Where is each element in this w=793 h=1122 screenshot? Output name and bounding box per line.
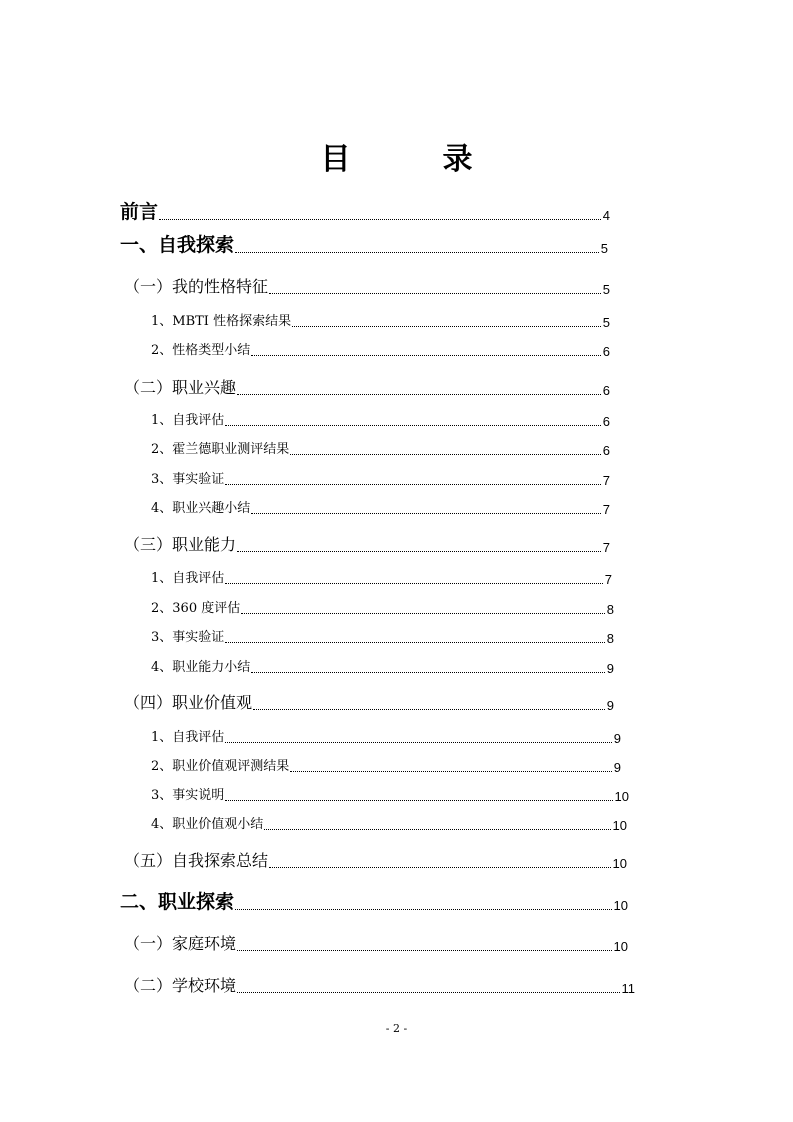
toc-entry-page: 10 xyxy=(613,898,628,913)
toc-entry-page: 6 xyxy=(602,344,610,359)
toc-entry-page: 10 xyxy=(613,939,628,954)
toc-leader xyxy=(225,425,600,426)
toc-leader xyxy=(292,326,601,327)
toc-entry-label: （二）学校环境 xyxy=(124,976,237,995)
toc-entry-page: 7 xyxy=(602,540,610,555)
toc-entry-label: 2、360 度评估 xyxy=(151,601,241,616)
toc-entry-label: 3、事实验证 xyxy=(151,630,225,645)
toc-leader xyxy=(159,219,601,220)
title-char-1: 目 xyxy=(320,142,351,177)
toc-entry-values-test[interactable] xyxy=(151,758,621,776)
toc-entry-label: （一）我的性格特征 xyxy=(124,277,269,296)
toc-title xyxy=(0,138,793,182)
toc-entry-values-self[interactable] xyxy=(151,729,621,747)
toc-entry-label: 2、性格类型小结 xyxy=(151,343,251,358)
toc-entry-page: 8 xyxy=(606,602,614,617)
toc-entry-values-summary[interactable] xyxy=(151,816,627,834)
page-number: - 2 - xyxy=(385,1022,408,1035)
toc-leader xyxy=(269,867,611,868)
toc-leader xyxy=(237,950,612,951)
toc-entry-label: 二、职业探索 xyxy=(120,891,235,913)
toc-entry-label: 2、职业价值观评测结果 xyxy=(151,759,290,774)
toc-entry-label: （三）职业能力 xyxy=(124,535,237,554)
toc-entry-label: （五）自我探索总结 xyxy=(124,851,269,870)
toc-entry-label: （二）职业兴趣 xyxy=(124,378,237,397)
toc-leader xyxy=(225,742,611,743)
toc-entry-page: 8 xyxy=(606,631,614,646)
toc-leader xyxy=(264,829,610,830)
toc-leader xyxy=(237,992,619,993)
toc-entry-mbti[interactable] xyxy=(151,313,610,331)
toc-entry-page: 6 xyxy=(602,383,610,398)
toc-entry-family[interactable] xyxy=(124,933,628,955)
toc-entry-personality-summary[interactable] xyxy=(151,342,610,360)
toc-entry-page: 10 xyxy=(614,789,629,804)
toc-leader xyxy=(290,771,611,772)
toc-leader xyxy=(237,551,601,552)
toc-leader xyxy=(241,613,605,614)
toc-entry-label: 3、事实验证 xyxy=(151,472,225,487)
toc-entry-label: 3、事实说明 xyxy=(151,788,225,803)
toc-entry-interest-facts[interactable] xyxy=(151,471,610,489)
toc-entry-page: 9 xyxy=(606,698,614,713)
toc-entry-page: 9 xyxy=(606,661,614,676)
toc-entry-ability-self[interactable] xyxy=(151,570,612,588)
toc-entry-page: 9 xyxy=(613,760,621,775)
toc-entry-career-exploration[interactable] xyxy=(120,890,628,914)
toc-entry-label: 1、MBTI 性格探索结果 xyxy=(151,314,292,329)
toc-leader xyxy=(225,484,600,485)
toc-entry-personality[interactable] xyxy=(124,276,610,298)
toc-leader xyxy=(290,454,600,455)
toc-entry-label: 4、职业价值观小结 xyxy=(151,817,264,832)
toc-leader xyxy=(269,293,601,294)
toc-entry-page: 10 xyxy=(612,818,627,833)
toc-entry-page: 5 xyxy=(602,315,610,330)
toc-entry-label: 前言 xyxy=(120,201,159,223)
toc-leader xyxy=(235,909,612,910)
toc-entry-page: 7 xyxy=(602,502,610,517)
toc-entry-page: 6 xyxy=(602,414,610,429)
toc-entry-self-summary[interactable] xyxy=(124,850,627,872)
toc-entry-label: 4、职业能力小结 xyxy=(151,660,251,675)
toc-leader xyxy=(251,672,604,673)
toc-entry-page: 9 xyxy=(613,731,621,746)
toc-leader xyxy=(225,583,602,584)
toc-entry-page: 11 xyxy=(621,981,635,996)
toc-entry-ability[interactable] xyxy=(124,534,610,556)
toc-entry-page: 4 xyxy=(602,208,610,223)
toc-entry-360[interactable] xyxy=(151,600,614,618)
toc-entry-page: 10 xyxy=(612,856,627,871)
toc-entry-interest-self[interactable] xyxy=(151,412,610,430)
toc-entry-ability-summary[interactable] xyxy=(151,659,614,677)
toc-entry-label: 1、自我评估 xyxy=(151,413,225,428)
toc-entry-label: 一、自我探索 xyxy=(120,234,235,256)
toc-entry-label: 2、霍兰德职业测评结果 xyxy=(151,442,290,457)
toc-entry-label: （一）家庭环境 xyxy=(124,934,237,953)
toc-entry-page: 5 xyxy=(602,282,610,297)
toc-entry-label: 4、职业兴趣小结 xyxy=(151,501,251,516)
toc-leader xyxy=(235,252,599,253)
toc-leader xyxy=(253,709,605,710)
toc-entry-self-exploration[interactable] xyxy=(120,233,608,257)
toc-entry-page: 5 xyxy=(600,241,608,256)
toc-entry-label: 1、自我评估 xyxy=(151,730,225,745)
title-char-2: 录 xyxy=(442,142,473,177)
toc-entry-preface[interactable] xyxy=(120,200,610,224)
toc-entry-page: 6 xyxy=(602,443,610,458)
toc-leader xyxy=(237,394,601,395)
toc-entry-values-facts[interactable] xyxy=(151,787,629,805)
toc-entry-interest-summary[interactable] xyxy=(151,500,610,518)
toc-entry-values[interactable] xyxy=(124,692,614,714)
toc-entry-page: 7 xyxy=(604,572,612,587)
toc-entry-label: 1、自我评估 xyxy=(151,571,225,586)
toc-entry-ability-facts[interactable] xyxy=(151,629,614,647)
toc-leader xyxy=(251,513,600,514)
toc-entry-interest[interactable] xyxy=(124,377,610,399)
toc-leader xyxy=(225,642,604,643)
toc-leader xyxy=(251,355,600,356)
toc-entry-label: （四）职业价值观 xyxy=(124,693,253,712)
toc-entry-school[interactable] xyxy=(124,975,635,997)
toc-entry-page: 7 xyxy=(602,473,610,488)
toc-leader xyxy=(225,800,612,801)
toc-entry-holland[interactable] xyxy=(151,441,610,459)
